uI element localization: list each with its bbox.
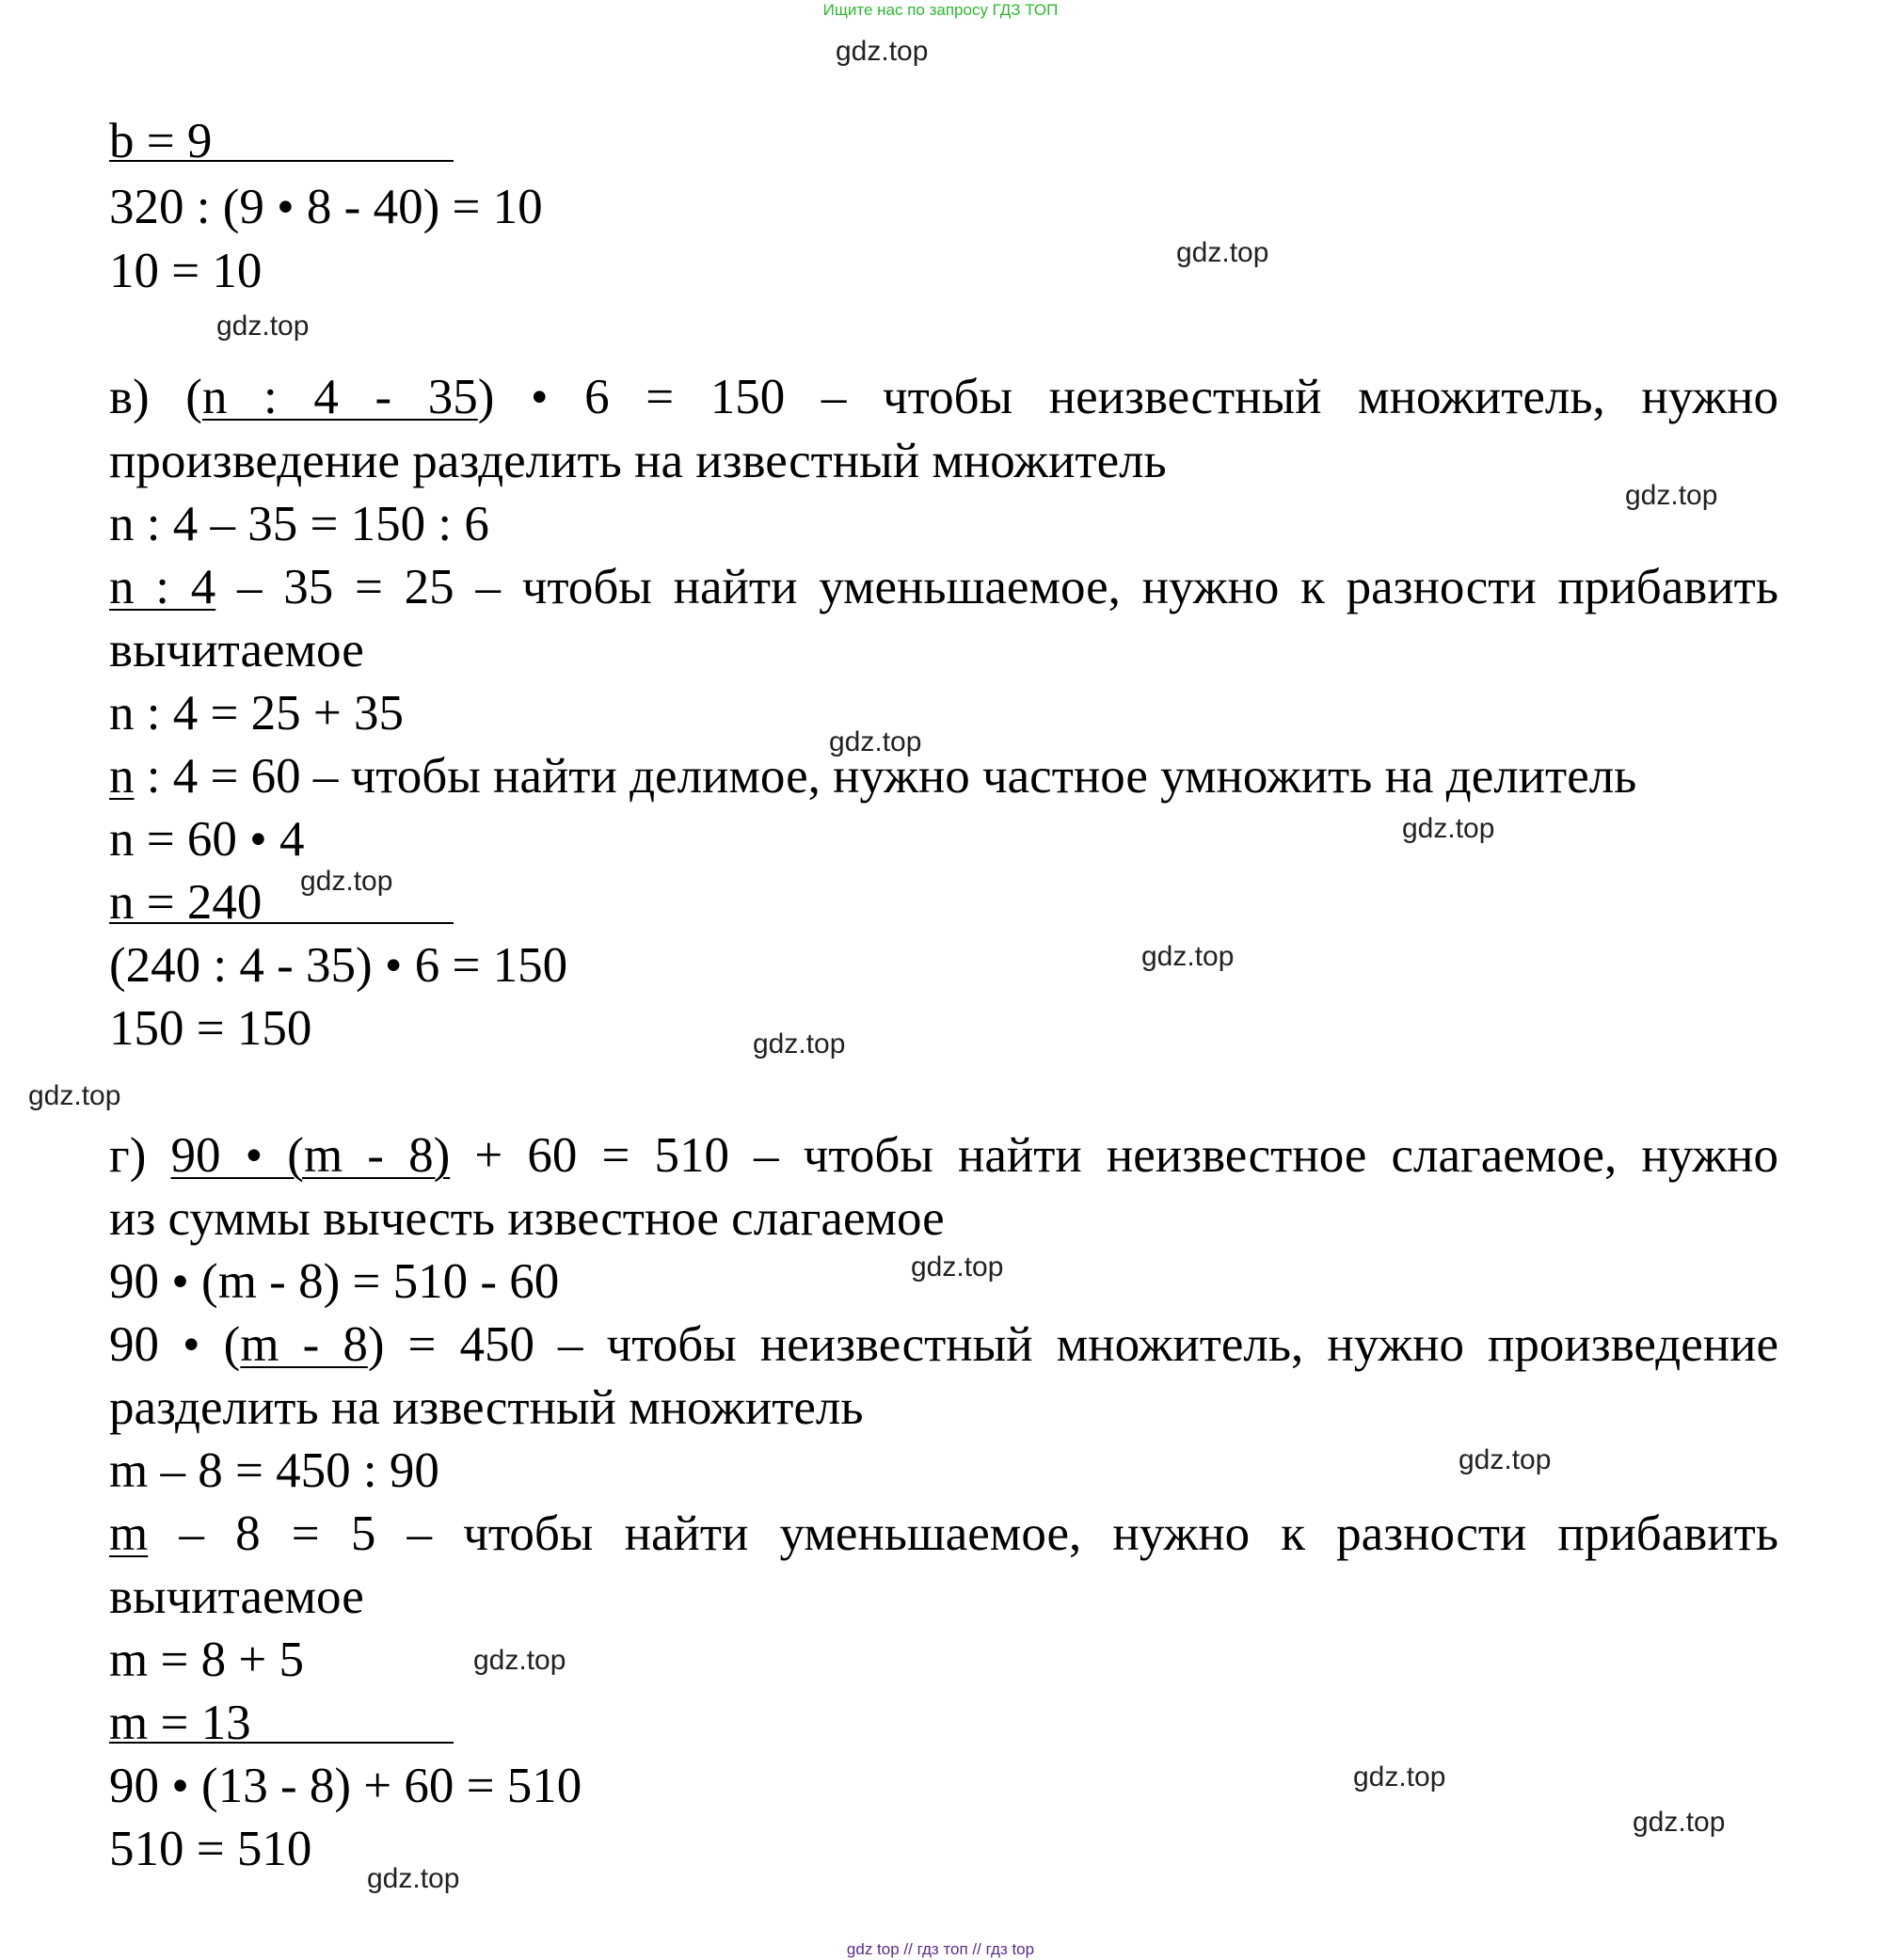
step-line: n : 4 = 25 + 35: [109, 686, 405, 741]
underlined-term: n: [109, 749, 135, 804]
footer-links: gdz top // гдз топ // гдз top: [846, 1940, 1035, 1958]
task-g-label: г): [109, 1128, 171, 1183]
step-line: [109, 557, 1778, 617]
task-v-statement: [109, 367, 1778, 427]
step-text: – 8 = 5 – чтобы найти уменьшаемое, нужно к разности прибавить: [148, 1506, 1778, 1561]
task-g-rest: + 60 = 510 – чтобы найти неизвестное слагаемое, нужно: [450, 1128, 1778, 1183]
watermark: gdz.top: [1459, 1444, 1552, 1475]
step-continuation: вычитаемое: [109, 1570, 364, 1624]
watermark: gdz.top: [836, 36, 929, 67]
task-g-underlined: 90 • (m - 8): [170, 1128, 451, 1183]
watermark: gdz.top: [1141, 941, 1235, 972]
underlined-term: n : 4: [109, 560, 216, 614]
equality-line: 10 = 10: [109, 244, 263, 298]
task-v-label: в) (: [109, 370, 202, 424]
step-continuation: вычитаемое: [109, 623, 364, 677]
result-underline: [109, 922, 454, 924]
watermark: gdz.top: [1353, 1761, 1446, 1793]
underlined-term: m - 8: [240, 1317, 368, 1372]
watermark: gdz.top: [1633, 1807, 1726, 1838]
equality-line: 510 = 510: [109, 1822, 312, 1876]
result-underline: [109, 1742, 454, 1744]
step-text: : 4 = 60 – чтобы найти делимое, нужно частное умножить на делитель: [134, 749, 1637, 804]
step-line: [109, 746, 1778, 806]
underlined-term: m: [109, 1506, 149, 1561]
step-line: [109, 1504, 1778, 1564]
result-line-m: m = 13: [109, 1696, 251, 1750]
task-g-continuation: из суммы вычесть известное слагаемое: [109, 1191, 945, 1246]
watermark: gdz.top: [473, 1645, 566, 1676]
task-v-rest: ) • 6 = 150 – чтобы неизвестный множитель, нужно: [477, 370, 1778, 424]
step-line: 90 • (m - 8) = 510 - 60: [109, 1254, 560, 1309]
task-v-continuation: произведение разделить на известный множитель: [109, 434, 1167, 488]
step-text: – 35 = 25 – чтобы найти уменьшаемое, нужно к разности прибавить: [215, 560, 1778, 614]
result-line-b: b = 9: [109, 114, 213, 168]
step-line: n : 4 – 35 = 150 : 6: [109, 497, 489, 551]
equality-line: 150 = 150: [109, 1001, 312, 1056]
step-text: 90 • (: [109, 1317, 241, 1372]
step-continuation: разделить на известный множитель: [109, 1380, 864, 1435]
check-line: (240 : 4 - 35) • 6 = 150: [109, 938, 568, 993]
top-banner: Ищите нас по запросу ГДЗ ТОП: [822, 1, 1059, 19]
task-v-underlined: n : 4 - 35: [201, 370, 478, 424]
step-line: m – 8 = 450 : 90: [109, 1443, 439, 1498]
result-underline: [109, 160, 454, 162]
check-line: 320 : (9 • 8 - 40) = 10: [109, 180, 543, 234]
check-line: 90 • (13 - 8) + 60 = 510: [109, 1759, 582, 1813]
watermark: gdz.top: [28, 1080, 121, 1111]
step-line: n = 60 • 4: [109, 812, 305, 867]
step-line: m = 8 + 5: [109, 1633, 305, 1687]
step-line: [109, 1315, 1778, 1375]
task-g-statement: [109, 1125, 1778, 1186]
watermark: gdz.top: [1402, 813, 1495, 844]
watermark: gdz.top: [216, 311, 310, 342]
step-text: ) = 450 – чтобы неизвестный множитель, нужно произведение: [367, 1317, 1778, 1372]
watermark: gdz.top: [367, 1863, 460, 1894]
watermark: gdz.top: [300, 866, 393, 897]
watermark: gdz.top: [1176, 237, 1269, 268]
result-line-n: n = 240: [109, 875, 263, 930]
watermark: gdz.top: [1625, 480, 1718, 511]
watermark: gdz.top: [911, 1251, 1004, 1283]
watermark: gdz.top: [753, 1028, 846, 1060]
watermark: gdz.top: [829, 726, 922, 757]
